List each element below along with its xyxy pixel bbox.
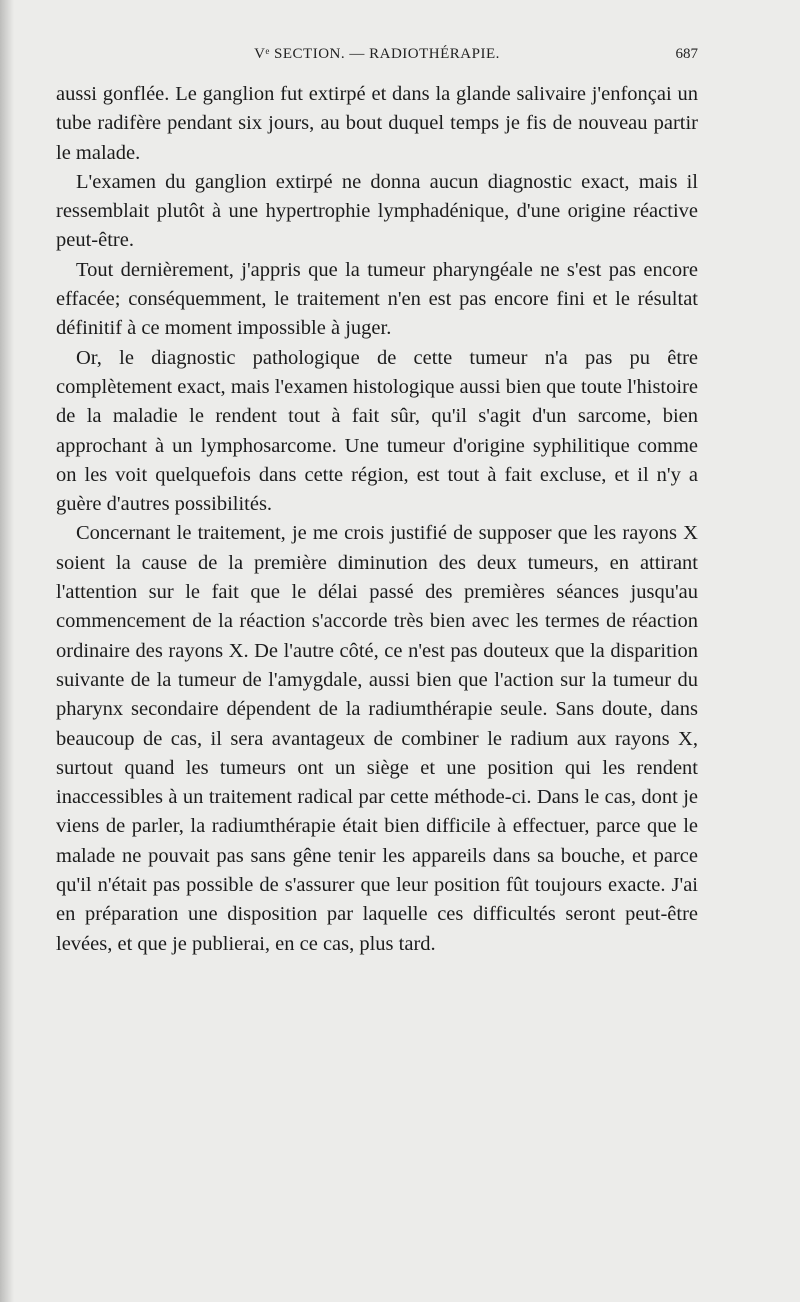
section-title: Vᵉ SECTION. — RADIOTHÉRAPIE. bbox=[254, 46, 500, 62]
running-head bbox=[56, 46, 698, 70]
body-text bbox=[56, 80, 698, 959]
paragraph-3: Tout dernièrement, j'appris que la tumeur pharyngéale ne s'est pas encore effacée; conséquemment, le traitement n'en est pas encore fini et le résultat définitif à ce moment impossible à juger. bbox=[56, 258, 698, 340]
paragraph-1: aussi gonflée. Le ganglion fut extirpé et dans la glande salivaire j'enfonçai un tube radifère pendant six jours, au bout duquel temps je fis de nouveau partir le malade. bbox=[56, 83, 698, 164]
paragraph-5: Concernant le traitement, je me crois justifié de supposer que les rayons X soient la cause de la première diminution des deux tumeurs, en attirant l'attention sur le fait que le délai passé des premières séances jusqu'au commencement de la réaction s'accorde très bien avec les termes de réaction ordinaire des rayons X. De l'autre côté, ce n'est pas douteux que la disparition suivante de la tumeur de l'amygdale, aussi bien que l'action sur la tumeur du pharynx secondaire dépendent de la radiumthérapie seule. Sans doute, dans beaucoup de cas, il sera avantageux de combiner le radium aux rayons X, surtout quand les tumeurs ont un siège et une position qui les rendent inaccessibles à un traitement radical par cette méthode-ci. Dans le cas, dont je viens de parler, la radiumthérapie était bien difficile à effectuer, parce que le malade ne pouvait pas sans gêne tenir les appareils dans sa bouche, et parce qu'il n'était pas possible de s'assurer que leur position fût toujours exacte. J'ai en préparation une disposition par laquelle ces difficultés seront peut-être levées, et que je publierai, en ce cas, plus tard. bbox=[56, 522, 698, 955]
page-number: 687 bbox=[675, 46, 698, 62]
paragraph-4: Or, le diagnostic pathologique de cette tumeur n'a pas pu être complètement exact, mais l'examen histologique aussi bien que toute l'histoire de la maladie le rendent tout à fait sûr, qu'il s'agit d'un sarcome, bien approchant à un lymphosarcome. Une tumeur d'origine syphilitique comme on les voit quelquefois dans cette région, est tout à fait excluse, et il n'y a guère d'autres possibilités. bbox=[56, 346, 698, 516]
paragraph-2: L'examen du ganglion extirpé ne donna aucun diagnostic exact, mais il ressemblait plutôt à une hypertrophie lymphadénique, d'une origine réactive peut-être. bbox=[56, 170, 698, 252]
